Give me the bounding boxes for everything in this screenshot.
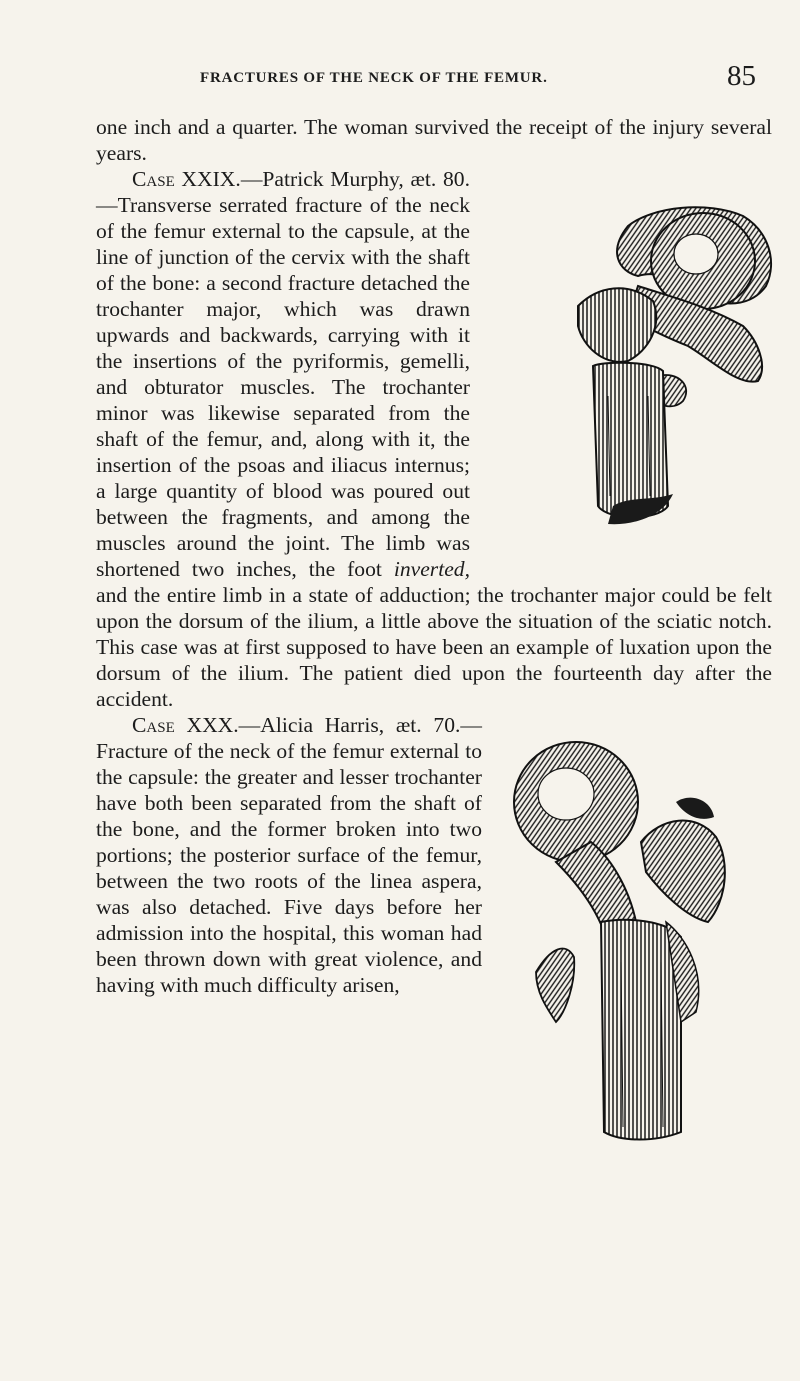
case-29-label: Case XXIX. [132, 167, 241, 191]
case-30-label: Case XXX. [132, 713, 239, 737]
paragraph-case-29 [96, 166, 772, 712]
page-header [96, 62, 756, 108]
case-29-italic: inverted, [393, 557, 470, 581]
case-29-text: —Patrick Murphy, æt. 80.—Transverse serrated fracture of the neck of the femur external to the capsule, at the line of junction of the cervix with the shaft of the bone: a second fracture detached the trochanter major, which was drawn upwards and backwards, carrying with it the insertions of the pyriformis, gemelli, and obturator muscles. The trochanter minor was likewise separated from the shaft of the femur, and, along with it, the insertion of the psoas and iliacus internus; a large quantity of blood was poured out between the fragments, and among the muscles around the joint. The limb was shortened two inches, the foot [96, 167, 471, 581]
figure-femur-fracture-1 [478, 176, 778, 576]
paragraph-case-30 [96, 712, 772, 998]
paragraph-continuation: one inch and a quarter. The woman survived the receipt of the injury several years. [96, 115, 772, 165]
case-30-text: —Alicia Harris, æt. 70.—Fracture of the neck of the femur external to the capsule: the greater and lesser trochanter have both been separated from the shaft of the bone, and the former broken into two portions; the posterior surface of the femur, between the two roots of the linea aspera, was also detached. Five days before her admission into the hospital, this woman had been thrown down with great violence, and having with much difficulty arisen, [96, 713, 482, 997]
running-title: FRACTURES OF THE NECK OF THE FEMUR. [200, 70, 548, 86]
page-number: 85 [727, 60, 756, 92]
figure-femur-fracture-2 [496, 722, 752, 1148]
case-29-text-end: and the entire limb in a state of adduction; the trochanter major could be felt upon the dorsum of the ilium, a little above the situation of the sciatic notch. This case was at first supposed to have been an example of luxation upon the dorsum of the ilium. The patient died upon the fourteenth day after the accident. [96, 583, 772, 711]
body-text [96, 114, 772, 1154]
